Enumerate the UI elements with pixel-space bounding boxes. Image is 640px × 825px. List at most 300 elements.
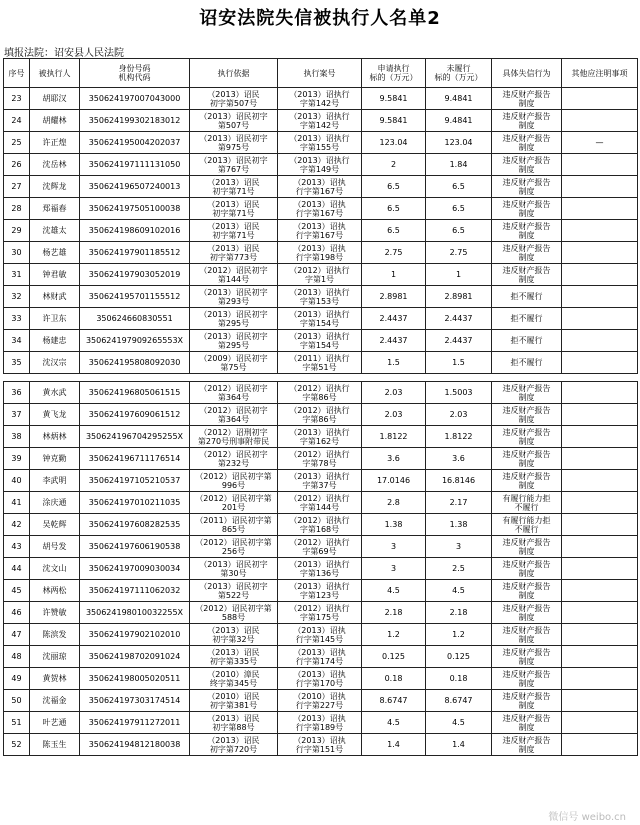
table-cell: 28: [4, 198, 30, 220]
table-cell: 36: [4, 382, 30, 404]
table-cell: 2.4437: [426, 330, 492, 352]
blacklist-table: [3, 58, 638, 756]
table-cell: 钟君敏: [30, 264, 80, 286]
table-row: [4, 352, 638, 374]
table-cell: （2013）诏执 行字第151号: [278, 734, 362, 756]
table-row: [4, 712, 638, 734]
table-cell: 黄水武: [30, 382, 80, 404]
table-cell: （2013）诏民初字 第507号: [190, 110, 278, 132]
table-cell: （2013）诏民 初字第335号: [190, 646, 278, 668]
table-cell: 吴乾辉: [30, 514, 80, 536]
table-cell: [562, 734, 638, 756]
header-cell: 其他应注明事项: [562, 59, 638, 88]
table-cell: 6.5: [426, 220, 492, 242]
table-row: [4, 470, 638, 492]
table-cell: 违反财产报告 制度: [492, 580, 562, 602]
table-cell: 42: [4, 514, 30, 536]
table-cell: （2012）诏民初字 第232号: [190, 448, 278, 470]
gap-cell: [362, 374, 426, 382]
table-cell: 43: [4, 536, 30, 558]
table-cell: （2009）诏民初字 第75号: [190, 352, 278, 374]
table-cell: 2.4437: [362, 308, 426, 330]
table-cell: （2010）诏执 行字第227号: [278, 690, 362, 712]
table-cell: （2013）诏民初字 第295号: [190, 330, 278, 352]
table-cell: [562, 514, 638, 536]
table-cell: 1: [426, 264, 492, 286]
table-cell: （2013）诏执 行字第167号: [278, 176, 362, 198]
table-cell: 3: [362, 558, 426, 580]
table-cell: 38: [4, 426, 30, 448]
table-cell: 1.4: [362, 734, 426, 756]
table-cell: [562, 448, 638, 470]
table-cell: 1.84: [426, 154, 492, 176]
table-cell: [562, 602, 638, 624]
table-cell: （2012）诏民初字 第144号: [190, 264, 278, 286]
table-cell: （2013）诏执行 字第136号: [278, 558, 362, 580]
table-cell: 44: [4, 558, 30, 580]
table-cell: 29: [4, 220, 30, 242]
table-row: [4, 132, 638, 154]
table-cell: 有履行能力拒 不履行: [492, 492, 562, 514]
table-cell: （2012）诏执行 字第1号: [278, 264, 362, 286]
table-cell: 33: [4, 308, 30, 330]
table-cell: 350624196507240013: [80, 176, 190, 198]
table-cell: 17.0146: [362, 470, 426, 492]
table-cell: 350624196711176514: [80, 448, 190, 470]
table-cell: 350624194812180038: [80, 734, 190, 756]
table-cell: 350624196704295255X: [80, 426, 190, 448]
table-cell: 6.5: [362, 220, 426, 242]
table-cell: [562, 558, 638, 580]
table-cell: 胡号发: [30, 536, 80, 558]
table-cell: 350624195701155512: [80, 286, 190, 308]
table-cell: 陈玉生: [30, 734, 80, 756]
table-cell: 违反财产报告 制度: [492, 448, 562, 470]
table-row: [4, 602, 638, 624]
table-cell: [562, 176, 638, 198]
table-cell: —: [562, 132, 638, 154]
table-cell: 拒不履行: [492, 352, 562, 374]
table-cell: [562, 110, 638, 132]
table-cell: 46: [4, 602, 30, 624]
table-cell: （2013）诏执 行字第145号: [278, 624, 362, 646]
table-row: [4, 242, 638, 264]
table-cell: （2013）诏执行 字第154号: [278, 308, 362, 330]
table-cell: 9.5841: [362, 110, 426, 132]
table-row: [4, 690, 638, 712]
table-cell: （2012）诏民初字第 256号: [190, 536, 278, 558]
table-cell: 违反财产报告 制度: [492, 690, 562, 712]
table-row: [4, 426, 638, 448]
header-cell: 未履行 标的（万元）: [426, 59, 492, 88]
table-cell: 2.17: [426, 492, 492, 514]
table-cell: 拒不履行: [492, 330, 562, 352]
table-cell: 30: [4, 242, 30, 264]
table-cell: 2.03: [362, 382, 426, 404]
table-cell: （2012）诏民初字第 996号: [190, 470, 278, 492]
table-row: [4, 264, 638, 286]
table-cell: 2.4437: [426, 308, 492, 330]
table-cell: 350624197609061512: [80, 404, 190, 426]
table-cell: 林财武: [30, 286, 80, 308]
table-cell: 杨建忠: [30, 330, 80, 352]
table-cell: 林炳林: [30, 426, 80, 448]
table-row: [4, 646, 638, 668]
table-cell: 2.18: [362, 602, 426, 624]
table-cell: [562, 198, 638, 220]
table-cell: 违反财产报告 制度: [492, 712, 562, 734]
table-cell: 1.2: [426, 624, 492, 646]
table-cell: （2013）诏执 行字第189号: [278, 712, 362, 734]
table-cell: （2013）诏执行 字第154号: [278, 330, 362, 352]
table-cell: （2012）诏执行 字第175号: [278, 602, 362, 624]
table-cell: 违反财产报告 制度: [492, 154, 562, 176]
table-cell: （2013）诏执行 字第142号: [278, 110, 362, 132]
table-cell: 350624197009030034: [80, 558, 190, 580]
table-cell: 350624198005020511: [80, 668, 190, 690]
table-cell: [562, 382, 638, 404]
table-cell: 许正煌: [30, 132, 80, 154]
table-cell: 350624197903052019: [80, 264, 190, 286]
table-cell: 9.4841: [426, 110, 492, 132]
table-cell: 26: [4, 154, 30, 176]
table-cell: 沈福金: [30, 690, 80, 712]
table-row: [4, 668, 638, 690]
table-cell: （2012）诏民初字 第364号: [190, 404, 278, 426]
header-row: [4, 59, 638, 88]
table-cell: （2013）诏执行 字第123号: [278, 580, 362, 602]
table-cell: （2013）诏民初字 第522号: [190, 580, 278, 602]
table-cell: （2013）诏民 初字第507号: [190, 88, 278, 110]
table-cell: 1.8122: [426, 426, 492, 448]
table-cell: 违反财产报告 制度: [492, 242, 562, 264]
section-gap: [4, 374, 638, 382]
table-cell: [562, 470, 638, 492]
table-cell: （2012）诏执行 字第69号: [278, 536, 362, 558]
table-cell: 41: [4, 492, 30, 514]
table-cell: 违反财产报告 制度: [492, 734, 562, 756]
table-cell: （2012）诏刑初字 第270号刑事附带民: [190, 426, 278, 448]
table-cell: 3: [426, 536, 492, 558]
table-cell: 违反财产报告 制度: [492, 88, 562, 110]
table-cell: （2013）诏民初字 第295号: [190, 308, 278, 330]
table-cell: 350624197007043000: [80, 88, 190, 110]
table-cell: （2010）漳民 终字第345号: [190, 668, 278, 690]
table-cell: （2013）诏民 初字第71号: [190, 198, 278, 220]
table-cell: 2: [362, 154, 426, 176]
table-cell: [562, 352, 638, 374]
table-cell: 违反财产报告 制度: [492, 220, 562, 242]
table-cell: 2.75: [426, 242, 492, 264]
table-cell: （2013）诏执行 字第149号: [278, 154, 362, 176]
table-cell: （2011）诏民初字第 865号: [190, 514, 278, 536]
gap-cell: [562, 374, 638, 382]
table-cell: [562, 690, 638, 712]
table-row: [4, 198, 638, 220]
table-cell: 45: [4, 580, 30, 602]
table-cell: 27: [4, 176, 30, 198]
table-cell: 黄飞龙: [30, 404, 80, 426]
table-row: [4, 404, 638, 426]
table-cell: [562, 624, 638, 646]
table-cell: 48: [4, 646, 30, 668]
table-cell: 350624197505100038: [80, 198, 190, 220]
table-cell: 350624197606190538: [80, 536, 190, 558]
table-cell: [562, 154, 638, 176]
table-cell: 39: [4, 448, 30, 470]
table-cell: （2012）诏民初字第 201号: [190, 492, 278, 514]
table-cell: 2.8981: [426, 286, 492, 308]
table-cell: （2013）诏民 初字第71号: [190, 220, 278, 242]
table-cell: （2012）诏执行 字第86号: [278, 404, 362, 426]
table-cell: [562, 646, 638, 668]
table-cell: （2012）诏执行 字第78号: [278, 448, 362, 470]
table-cell: 胡耶汉: [30, 88, 80, 110]
table-cell: [562, 536, 638, 558]
gap-cell: [278, 374, 362, 382]
header-cell: 具体失信行为: [492, 59, 562, 88]
table-row: [4, 734, 638, 756]
header-cell: 执行依据: [190, 59, 278, 88]
table-row: [4, 448, 638, 470]
table-cell: 违反财产报告 制度: [492, 624, 562, 646]
table-cell: [562, 426, 638, 448]
table-cell: 叶艺通: [30, 712, 80, 734]
table-row: [4, 536, 638, 558]
watermark: [548, 808, 626, 823]
court-label: 填报法院：诏安县人民法院: [4, 48, 124, 59]
table-cell: 违反财产报告 制度: [492, 668, 562, 690]
table-cell: 350624197111131050: [80, 154, 190, 176]
table-cell: （2010）诏民 初字第381号: [190, 690, 278, 712]
table-cell: 李武明: [30, 470, 80, 492]
gap-cell: [80, 374, 190, 382]
table-cell: （2013）诏执行 字第37号: [278, 470, 362, 492]
table-cell: （2013）诏民初字 第30号: [190, 558, 278, 580]
table-cell: 杨艺雄: [30, 242, 80, 264]
table-cell: 25: [4, 132, 30, 154]
table-cell: 8.6747: [362, 690, 426, 712]
table-cell: 350624197303174514: [80, 690, 190, 712]
table-cell: [562, 492, 638, 514]
table-cell: （2013）诏民初字 第767号: [190, 154, 278, 176]
table-row: [4, 580, 638, 602]
gap-cell: [4, 374, 30, 382]
table-cell: [562, 242, 638, 264]
table-cell: 0.18: [426, 668, 492, 690]
table-cell: 0.18: [362, 668, 426, 690]
table-row: [4, 514, 638, 536]
table-cell: 拒不履行: [492, 286, 562, 308]
table-cell: 9.5841: [362, 88, 426, 110]
table-cell: 2.8981: [362, 286, 426, 308]
table-cell: 2.03: [426, 404, 492, 426]
table-cell: 违反财产报告 制度: [492, 602, 562, 624]
table-cell: 许卫东: [30, 308, 80, 330]
table-cell: 1.2: [362, 624, 426, 646]
table-cell: 123.04: [362, 132, 426, 154]
table-cell: 沈雄太: [30, 220, 80, 242]
table-cell: [562, 668, 638, 690]
table-cell: [562, 264, 638, 286]
table-cell: 8.6747: [426, 690, 492, 712]
table-cell: （2013）诏执 行字第174号: [278, 646, 362, 668]
table-cell: 35: [4, 352, 30, 374]
table-cell: （2013）诏执行 字第162号: [278, 426, 362, 448]
table-cell: 4.5: [362, 712, 426, 734]
table-cell: 4.5: [426, 580, 492, 602]
table-cell: 2.8: [362, 492, 426, 514]
table-cell: 3: [362, 536, 426, 558]
table-cell: [562, 330, 638, 352]
header-cell: 被执行人: [30, 59, 80, 88]
table-row: [4, 176, 638, 198]
table-cell: （2012）诏执行 字第168号: [278, 514, 362, 536]
header-cell: 身份号码 机构代码: [80, 59, 190, 88]
table-cell: （2013）诏执行 字第155号: [278, 132, 362, 154]
table-cell: 沈岳林: [30, 154, 80, 176]
table-cell: （2013）诏执 行字第170号: [278, 668, 362, 690]
table-cell: 违反财产报告 制度: [492, 110, 562, 132]
table-cell: 350624195808092030: [80, 352, 190, 374]
table-cell: 0.125: [426, 646, 492, 668]
table-row: [4, 558, 638, 580]
table-cell: 1.5: [362, 352, 426, 374]
table-cell: 1.8122: [362, 426, 426, 448]
table-cell: （2013）诏民 初字第32号: [190, 624, 278, 646]
table-cell: （2012）诏执行 字第144号: [278, 492, 362, 514]
gap-cell: [30, 374, 80, 382]
table-cell: 涂庆通: [30, 492, 80, 514]
table-cell: （2013）诏执 行字第167号: [278, 220, 362, 242]
table-cell: 沈辉龙: [30, 176, 80, 198]
table-row: [4, 624, 638, 646]
table-cell: 违反财产报告 制度: [492, 176, 562, 198]
table-cell: （2013）诏执 行字第167号: [278, 198, 362, 220]
header-cell: 执行案号: [278, 59, 362, 88]
table-cell: 沈汉宗: [30, 352, 80, 374]
table-cell: [562, 580, 638, 602]
table-cell: 24: [4, 110, 30, 132]
table-cell: 1.38: [362, 514, 426, 536]
table-cell: 350624197010211035: [80, 492, 190, 514]
table-cell: 违反财产报告 制度: [492, 558, 562, 580]
header-cell: 序号: [4, 59, 30, 88]
gap-cell: [190, 374, 278, 382]
table-cell: 47: [4, 624, 30, 646]
table-row: [4, 492, 638, 514]
table-cell: 350624197608282535: [80, 514, 190, 536]
table-cell: （2012）诏执行 字第86号: [278, 382, 362, 404]
table-cell: （2013）诏民初字 第293号: [190, 286, 278, 308]
table-cell: 3.6: [426, 448, 492, 470]
table-cell: 350624197902102010: [80, 624, 190, 646]
table-cell: 350624197911272011: [80, 712, 190, 734]
table-cell: 1.5: [426, 352, 492, 374]
table-cell: 违反财产报告 制度: [492, 382, 562, 404]
table-cell: 违反财产报告 制度: [492, 404, 562, 426]
table-cell: （2011）诏执行 字第51号: [278, 352, 362, 374]
table-cell: 1.38: [426, 514, 492, 536]
table-cell: 6.5: [362, 198, 426, 220]
watermark-text: 微信号 weibo.cn: [548, 812, 626, 823]
table-cell: 350624198609102016: [80, 220, 190, 242]
table-cell: 违反财产报告 制度: [492, 536, 562, 558]
table-cell: 违反财产报告 制度: [492, 470, 562, 492]
table-row: [4, 154, 638, 176]
table-cell: 违反财产报告 制度: [492, 426, 562, 448]
table-cell: 37: [4, 404, 30, 426]
table-cell: 350624197909265553X: [80, 330, 190, 352]
table-cell: [562, 712, 638, 734]
table-cell: 违反财产报告 制度: [492, 264, 562, 286]
table-cell: 1.4: [426, 734, 492, 756]
table-cell: 350624198702091024: [80, 646, 190, 668]
table-cell: 350624197105210537: [80, 470, 190, 492]
table-cell: 34: [4, 330, 30, 352]
table-cell: 3.6: [362, 448, 426, 470]
table-cell: 350624197901185512: [80, 242, 190, 264]
table-cell: 350624196805061515: [80, 382, 190, 404]
table-cell: （2013）诏民 初字第71号: [190, 176, 278, 198]
table-row: [4, 110, 638, 132]
table-cell: （2013）诏民 初字第88号: [190, 712, 278, 734]
table-cell: 0.125: [362, 646, 426, 668]
table-cell: 16.8146: [426, 470, 492, 492]
table-cell: 4.5: [426, 712, 492, 734]
table-cell: 1: [362, 264, 426, 286]
table-cell: （2013）诏执行 字第142号: [278, 88, 362, 110]
table-cell: 350624198010032255X: [80, 602, 190, 624]
table-cell: 350624197111062032: [80, 580, 190, 602]
table-row: [4, 88, 638, 110]
table-cell: 2.5: [426, 558, 492, 580]
table-cell: 4.5: [362, 580, 426, 602]
table-cell: 违反财产报告 制度: [492, 198, 562, 220]
table-cell: 沈文山: [30, 558, 80, 580]
table-row: [4, 220, 638, 242]
table-cell: （2013）诏民 初字第773号: [190, 242, 278, 264]
table-cell: 40: [4, 470, 30, 492]
table-cell: 2.18: [426, 602, 492, 624]
table-cell: （2013）诏执 行字第198号: [278, 242, 362, 264]
table-cell: 2.75: [362, 242, 426, 264]
table-cell: 350624195004202037: [80, 132, 190, 154]
table-cell: 350624199302183012: [80, 110, 190, 132]
table-cell: 陈滨发: [30, 624, 80, 646]
table-cell: 2.03: [362, 404, 426, 426]
table-cell: 31: [4, 264, 30, 286]
table-cell: 钟克勤: [30, 448, 80, 470]
table-body: [4, 88, 638, 756]
table-cell: 违反财产报告 制度: [492, 646, 562, 668]
table-cell: 林两松: [30, 580, 80, 602]
table-cell: 许赞敏: [30, 602, 80, 624]
table-cell: 6.5: [426, 198, 492, 220]
table-cell: 49: [4, 668, 30, 690]
table-cell: 沈丽琼: [30, 646, 80, 668]
table-cell: 郑福春: [30, 198, 80, 220]
table-cell: （2012）诏民初字第 588号: [190, 602, 278, 624]
gap-cell: [426, 374, 492, 382]
table-cell: 9.4841: [426, 88, 492, 110]
table-cell: （2013）诏民 初字第720号: [190, 734, 278, 756]
table-cell: 6.5: [426, 176, 492, 198]
header-cell: 申请执行 标的（万元）: [362, 59, 426, 88]
table-cell: [562, 308, 638, 330]
table-cell: [562, 404, 638, 426]
table-cell: [562, 286, 638, 308]
